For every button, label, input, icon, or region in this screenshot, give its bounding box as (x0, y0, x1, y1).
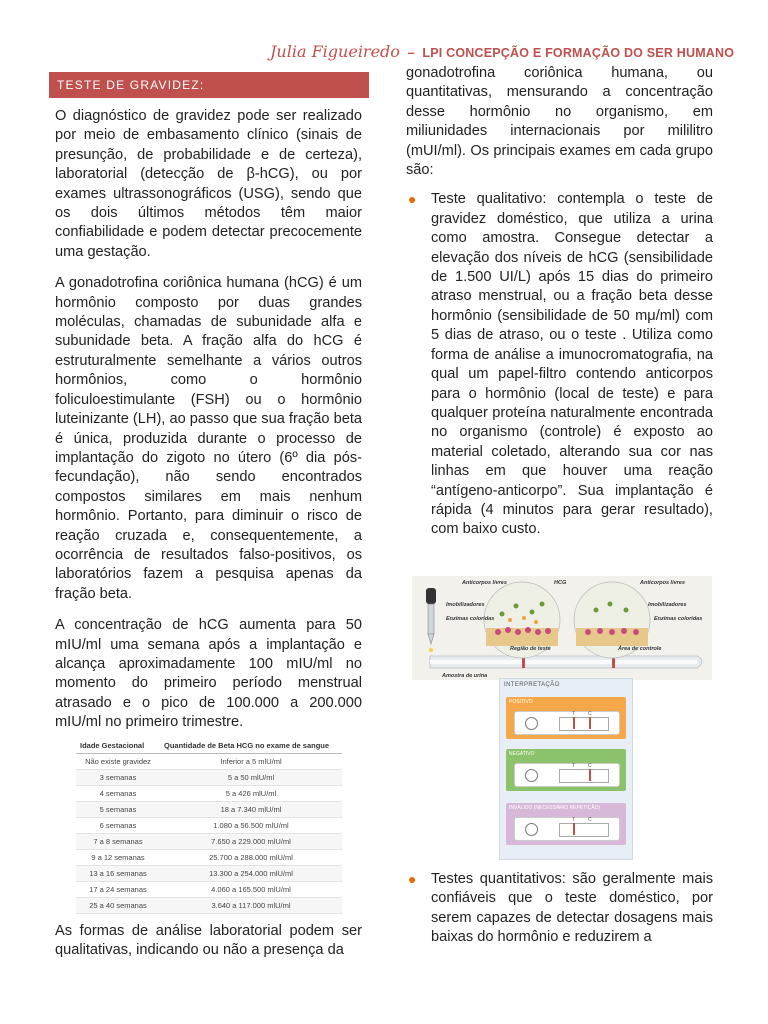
strip-invalid (514, 817, 620, 841)
result-negative (506, 749, 626, 791)
table-cell: 18 a 7.340 mlU/ml (160, 802, 342, 818)
table-row (76, 754, 342, 770)
bullet-icon: ● (408, 191, 417, 208)
c-label: C (588, 763, 592, 769)
positive-label: POSITIVO (509, 699, 533, 705)
test-strip (430, 656, 702, 668)
paragraph-hcg: A gonadotrofina coriônica humana (hCG) é um hormônio composto por duas grandes moléculas, chamadas de subunidade alfa e subunidade beta. A fração alfa do hCG é estruturalmente semelhante a vários outros hormônios, como o hormônio foliculoestimulante (FSH) ou o hormônio luteinizante (LH), ao passo que sua fração beta é única, produzida durante o processo de implantação do zigoto no útero (6º dia pós-fecundação), não sendo encontrados compostos similares em mais nenhum hormônio. Portanto, para diminuir o risco de reação cruzada e, consequentemente, a ocorrência de resultados falso-positivos, os laboratórios fazem a pesquisa apenas da fração beta. (55, 275, 362, 602)
right-column (406, 64, 713, 540)
paragraph-formas: As formas de análise laboratorial podem ser qualitativas, indicando ou não a presença da (55, 923, 362, 959)
result-window (559, 717, 609, 731)
bullet-list (406, 870, 713, 948)
bullet-list (406, 190, 713, 539)
table-cell: 7.650 a 229.000 mlU/ml (160, 834, 342, 850)
t-label: T (572, 763, 576, 769)
table-header-quantidade: Quantidade de Beta HCG no exame de sangue (160, 738, 342, 754)
table-row (76, 866, 342, 882)
label-imobilizadores: Imobilizadores (446, 602, 485, 608)
label-hcg: HCG (554, 580, 567, 586)
label-anticorpos-livres-right: Anticorpos livres (640, 580, 685, 586)
table-row (76, 850, 342, 866)
result-invalid (506, 803, 626, 845)
table-cell: Inferior a 5 mlU/ml (160, 754, 342, 770)
label-imobilizadores-right: Imobilizadores (648, 602, 687, 608)
header-separator: – (407, 45, 415, 60)
label-regiao: Região de teste (510, 646, 551, 652)
table-cell: 3.640 a 117.000 mlU/ml (160, 898, 342, 914)
table-cell: 3 semanas (76, 770, 160, 786)
bullet-text: Teste qualitativo: contempla o teste de gravidez doméstico, que utiliza a urina como amostra. Consegue detectar a elevação dos níveis de hCG (sensibilidade de 1.500 UI/L) após 15 dias do primeiro atraso menstrual, ou a fração beta desse hormônio (sensibilidade de 50 mμ/ml) com 5 dias de atraso, ou o teste . Utiliza como forma de análise a imunocromatografia, na qual um papel-filtro contendo anticorpos para o hormônio (local de teste) e para qualquer proteína naturalmente encontrada no organismo (controle) é exposto ao material coletado, alterando sua cor nas linhas em que houver uma reação “antígeno-anticorpo”. Sua implantação é rápida (4 minutos para gerar resultado), com baixo custo. (431, 191, 713, 538)
strip-positive (514, 711, 620, 735)
sample-well-icon (525, 823, 538, 836)
hcg-table (76, 738, 342, 914)
interpretation-title: INTERPRETAÇÃO (504, 682, 560, 688)
label-amostra: Amostra de urina (442, 673, 488, 679)
interpretation-panel (499, 678, 633, 860)
t-label: T (572, 817, 576, 823)
sample-well-icon (525, 769, 538, 782)
paragraph-diagnostico: O diagnóstico de gravidez pode ser realizado por meio de embasamento clínico (sinais de presunção, de probabilidade e de certeza), laboratorial (detecção de β-hCG), ou por exames ultrassonográficos (USG), sendo que os dois últimos métodos têm maior confiabilidade e podem detectar precocemente uma gestação. (55, 108, 362, 260)
page-header (270, 42, 735, 66)
list-item (406, 190, 713, 539)
control-line (589, 769, 591, 781)
table-cell: 5 semanas (76, 802, 160, 818)
table-cell: 13.300 a 254.000 mlU/ml (160, 866, 342, 882)
right-bottom-list (406, 870, 713, 948)
table-cell: 4.060 a 165.500 mlU/ml (160, 882, 342, 898)
paragraph-concentracao: A concentração de hCG aumenta para 50 mIU/ml uma semana após a implantação e alcança aproximadamente 100 mIU/ml no momento do primeiro período menstrual atrasado e o pico de 100.000 a 200.000 mIU/ml no primeiro trimestre. (55, 617, 362, 731)
table-header-idade: Idade Gestacional (76, 738, 160, 754)
label-enzimas: Enzimas coloridas (446, 616, 495, 622)
result-window (559, 823, 609, 837)
table-row (76, 786, 342, 802)
bullet-text: Testes quantitativos: são geralmente mais confiáveis que o teste doméstico, por serem capazes de detectar dosagens mais baixas do hormônio e reduzirem a (431, 871, 713, 946)
section-title: TESTE DE GRAVIDEZ: (49, 72, 369, 98)
label-anticorpos-livres: Anticorpos livres (462, 580, 507, 586)
negative-label: NEGATIVO (509, 751, 535, 757)
table-row (76, 898, 342, 914)
table-row (76, 882, 342, 898)
c-label: C (588, 711, 592, 717)
table-cell: 25 a 40 semanas (76, 898, 160, 914)
label-area: Área de controle (618, 646, 662, 652)
bullet-icon: ● (408, 871, 417, 887)
table-cell: 5 a 426 mlU/ml (160, 786, 342, 802)
test-line (573, 823, 575, 835)
result-positive (506, 697, 626, 739)
t-label: T (572, 711, 576, 717)
c-label: C (588, 817, 592, 823)
table-row (76, 834, 342, 850)
paragraph-intro: gonadotrofina coriônica humana, ou quantitativas, mensurando a concentração desse hormônio no organismo, em miliunidades internacionais por mililitro (mUI/ml). Os principais exames em cada grupo são: (406, 65, 713, 179)
result-window (559, 769, 609, 783)
table-cell: 4 semanas (76, 786, 160, 802)
table-row (76, 770, 342, 786)
table-row (76, 802, 342, 818)
table-cell: 5 a 50 mlU/ml (160, 770, 342, 786)
table-cell: Não existe gravidez (76, 754, 160, 770)
table-cell: 1.080 a 56.500 mlU/ml (160, 818, 342, 834)
course-title: LPI CONCEPÇÃO E FORMAÇÃO DO SER HUMANO (422, 46, 735, 60)
test-line (573, 717, 575, 729)
table-cell: 25.700 a 288.000 mlU/ml (160, 850, 342, 866)
test-strip-diagram (412, 576, 712, 680)
author-name: Julia Figueiredo (270, 42, 400, 61)
table-cell: 7 a 8 semanas (76, 834, 160, 850)
table-cell: 6 semanas (76, 818, 160, 834)
table-row (76, 818, 342, 834)
list-item (406, 870, 713, 948)
left-bottom-text (55, 922, 362, 961)
table-cell: 9 a 12 semanas (76, 850, 160, 866)
left-column (55, 72, 362, 733)
label-enzimas-right: Enzimas coloridas (654, 616, 703, 622)
table-cell: 13 a 16 semanas (76, 866, 160, 882)
strip-negative (514, 763, 620, 787)
sample-well-icon (525, 717, 538, 730)
control-line (589, 717, 591, 729)
table-cell: 17 a 24 semanas (76, 882, 160, 898)
invalid-label: INVÁLIDO (NECESSÁRIO REPETIÇÃO) (509, 805, 601, 811)
